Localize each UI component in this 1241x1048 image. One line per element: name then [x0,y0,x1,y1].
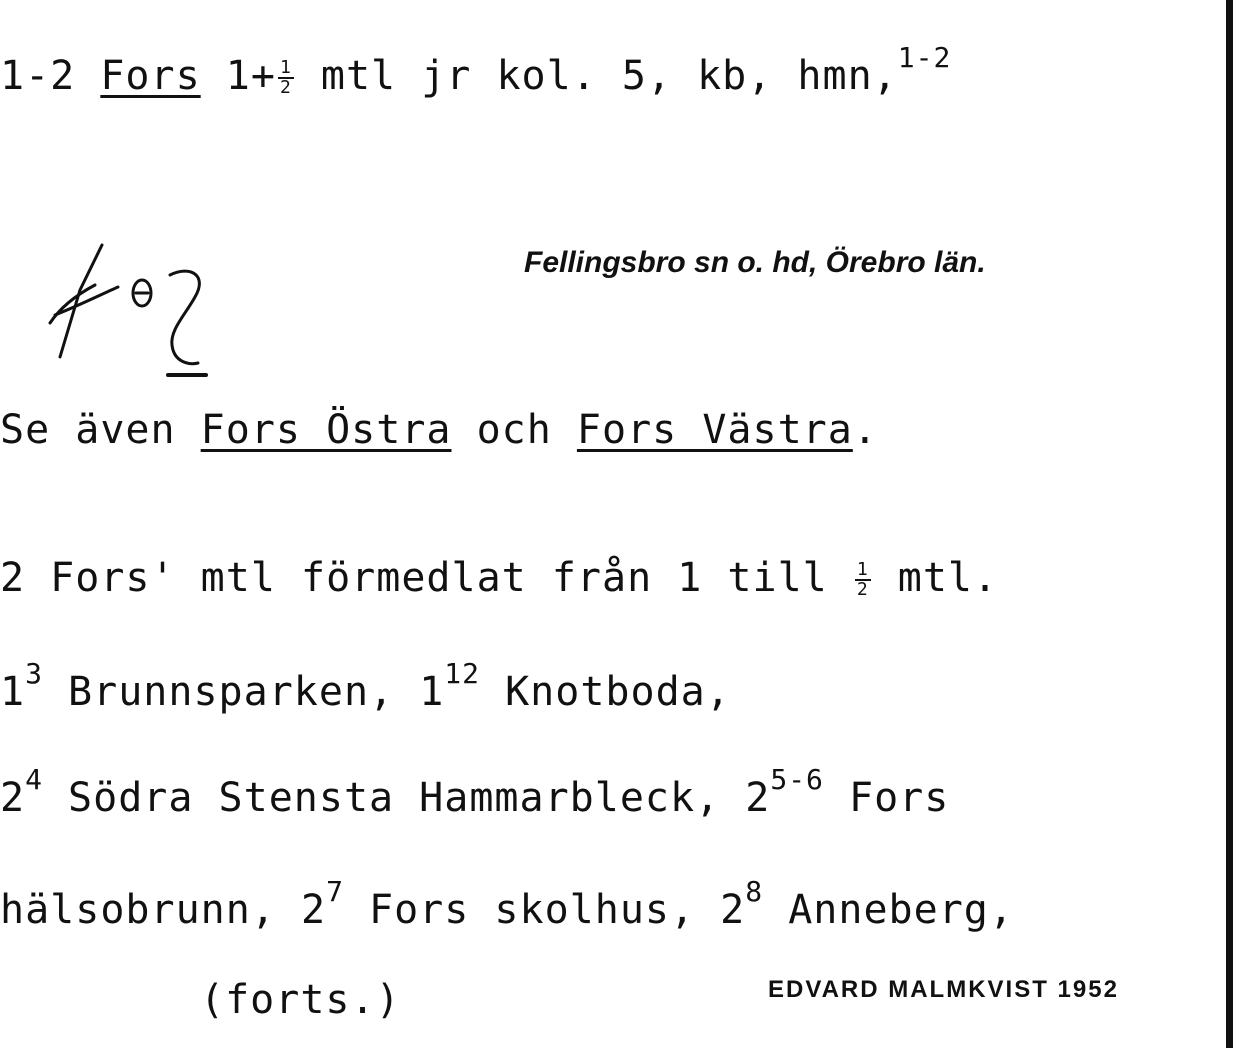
see-also-line [0,406,878,454]
entry-line-1: $1^3$ Brunnsparken, $1^{12}$ Knotboda, [0,656,731,715]
header-line [0,40,952,100]
author-stamp: EDVARD MALMKVIST 1952 [768,976,1119,1003]
location-text: Fellingsbro sn o. hd, Örebro län. [524,246,986,279]
header-number: 1-2 [0,53,76,99]
fraction-half: $\frac{1}{2}$ [856,559,869,600]
header-rest: mtl jr kol. 5, kb, hmn, [295,53,898,99]
card-edge-rule [1226,0,1233,1048]
fraction-half: $\frac{1}{2}$ [279,57,292,98]
entry-line-3: hälsobrunn, $2^7$ Fors skolhus, $2^8$ Anneberg, [0,874,1014,933]
see-also-middle: och [451,407,577,453]
entry-line-2: $2^4$ Södra Stensta Hammarbleck, 2$^{5-6}$ Fors [0,762,950,821]
header-whole: 1+ [225,53,276,99]
see-also-fors-ostra: Fors Östra [200,407,452,453]
header-superscript: 1-2 [897,40,952,74]
transfer-text: mtl förmedlat från 1 till [175,555,853,601]
see-also-prefix: Se även [0,407,201,453]
handwritten-number [40,235,220,385]
transfer-line [0,554,998,602]
transfer-end: mtl. [872,555,999,601]
place-name: Fors [100,53,201,99]
transfer-lot: 2 Fors [0,555,151,601]
see-also-suffix: . [852,407,878,453]
transfer-mark: ' [150,555,176,601]
continued-text: (forts.) [200,977,401,1023]
see-also-fors-vastra: Fors Västra [576,407,853,453]
